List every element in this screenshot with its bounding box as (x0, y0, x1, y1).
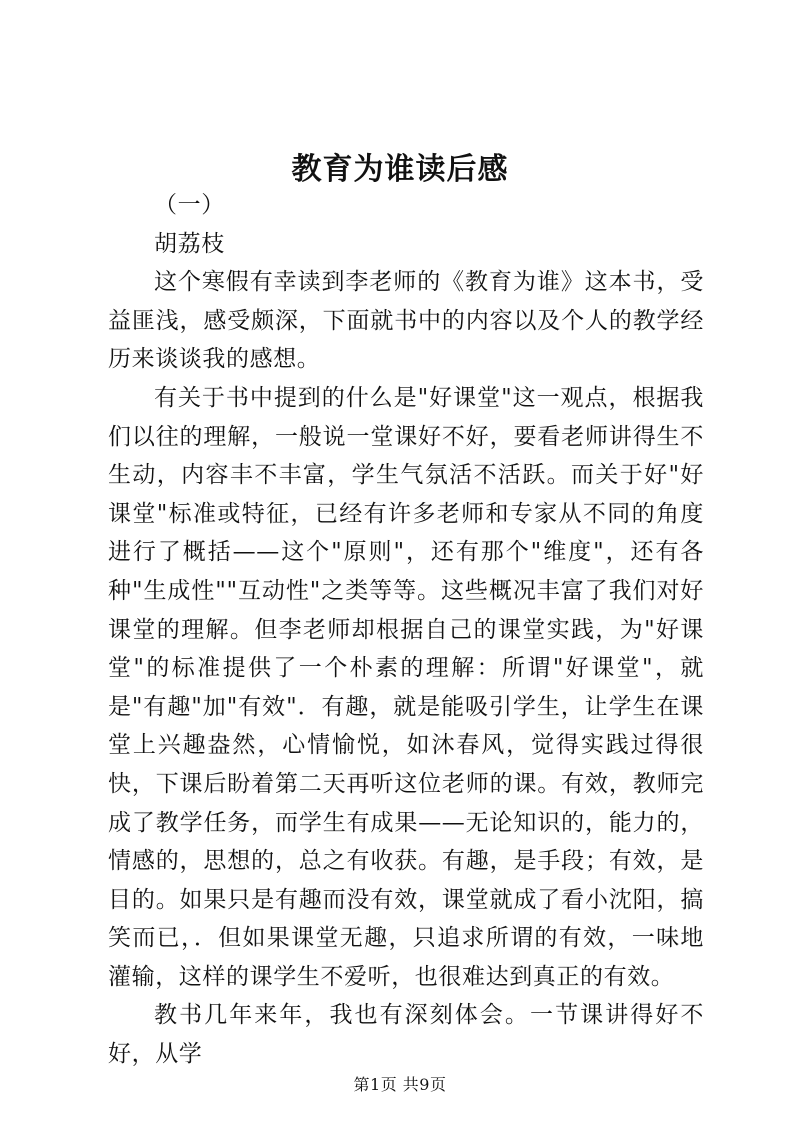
page-footer: 第1页 共9页 (353, 1075, 447, 1094)
document-body (108, 186, 704, 1074)
document-title: 教育为谁读后感 (291, 152, 509, 187)
section-marker: （一） (154, 192, 225, 218)
paragraph-3: 教书几年来年，我也有深刻体会。一节课讲得好不好，从学 (108, 1002, 704, 1068)
author-name: 胡荔枝 (154, 230, 225, 257)
paragraph-2: 有关于书中提到的什么是"好课堂"这一观点，根据我们以往的理解，一般说一堂课好不好，要看老师讲得生不生动，内容丰不丰富，学生气氛活不活跃。而关于好"好课堂"标准或特征，已经有许多老师和专家从不同的角度进行了概括——这个"原则"，还有那个"维度"，还有各种"生成性""互动性"之类等等。这些概况丰富了我们对好课堂的理解。但李老师却根据自己的课堂实践，为"好课堂"的标准提供了一个朴素的理解：所谓"好课堂"，就是"有趣"加"有效"．有趣，就是能吸引学生，让学生在课堂上兴趣盎然，心情愉悦，如沐春风，觉得实践过得很快，下课后盼着第二天再听这位老师的课。有效，教师完成了教学任务，而学生有成果——无论知识的，能力的，情感的，思想的，总之有收获。有趣，是手段；有效，是目的。如果只是有趣而没有效，课堂就成了看小沈阳，搞笑而已，．但如果课堂无趣，只追求所谓的有效，一味地灌输，这样的课学生不爱听，也很难达到真正的有效。 (108, 384, 704, 990)
paragraph-1: 这个寒假有幸读到李老师的《教育为谁》这本书，受益匪浅，感受颇深，下面就书中的内容以及个人的教学经历来谈谈我的感想。 (108, 269, 704, 373)
